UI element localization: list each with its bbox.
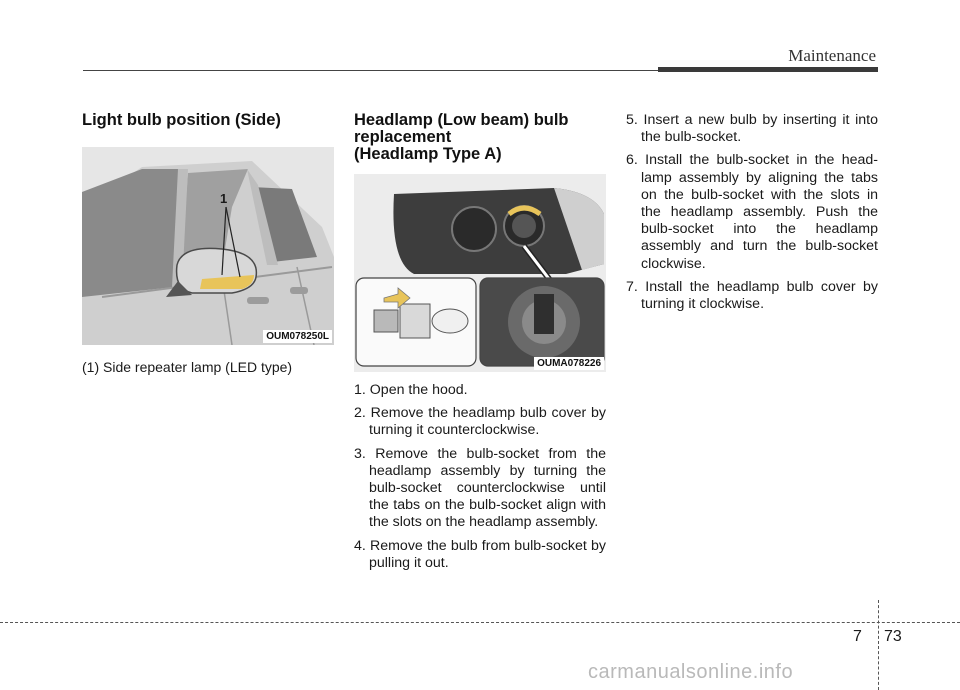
step-item: 2. Remove the headlamp bulb cover by turning it counterclockwise.	[354, 405, 606, 439]
figure-caption: (1) Side repeater lamp (LED type)	[82, 359, 293, 375]
footer-divider	[878, 600, 879, 690]
left-column	[82, 112, 334, 376]
header-title: Maintenance	[788, 46, 876, 65]
steps-list	[626, 112, 878, 313]
header-rule	[83, 70, 658, 71]
step-item: 3. Remove the bulb-socket from the headlamp assembly by turning the bulb-socket counterclockwise until the tabs on the bulb-socket align with the slots on the headlamp assembly.	[354, 445, 606, 531]
callout-number: 1	[220, 191, 228, 206]
side-mirror-illustration	[82, 147, 334, 345]
watermark-text: carmanualsonline.info	[588, 661, 794, 683]
step-item: 6. Install the bulb-socket in the head-lamp assembly by aligning the tabs on the bulb-socket with the slots in the headlamp assembly. Push the bulb-socket into the headlamp assembly and turn the bulb-socket clockwise.	[626, 152, 878, 272]
figure-code: OUM078250L	[263, 330, 332, 343]
step-item: 1. Open the hood.	[354, 382, 468, 398]
header-bar	[658, 67, 878, 72]
side-mirror-figure	[82, 147, 334, 345]
section-heading-line3: (Headlamp Type A)	[354, 145, 502, 163]
footer-rule	[0, 622, 960, 623]
step-item: 4. Remove the bulb from bulb-socket by pulling it out.	[354, 537, 606, 571]
section-heading-line1: Headlamp (Low beam) bulb	[354, 111, 569, 129]
step-item: 5. Insert a new bulb by inserting it into the bulb-socket.	[626, 112, 878, 146]
right-column	[626, 112, 878, 319]
figure-code: OUMA078226	[534, 357, 604, 370]
chapter-number: 7	[853, 628, 862, 645]
steps-list	[354, 382, 606, 572]
section-heading-line2: replacement	[354, 128, 452, 146]
headlamp-illustration	[354, 174, 606, 372]
middle-column	[354, 112, 606, 578]
page-number: 73	[884, 628, 902, 645]
headlamp-figure	[354, 174, 606, 372]
step-item: 7. Install the headlamp bulb cover by turning it clockwise.	[626, 278, 878, 313]
section-heading: Light bulb position (Side)	[82, 111, 281, 129]
